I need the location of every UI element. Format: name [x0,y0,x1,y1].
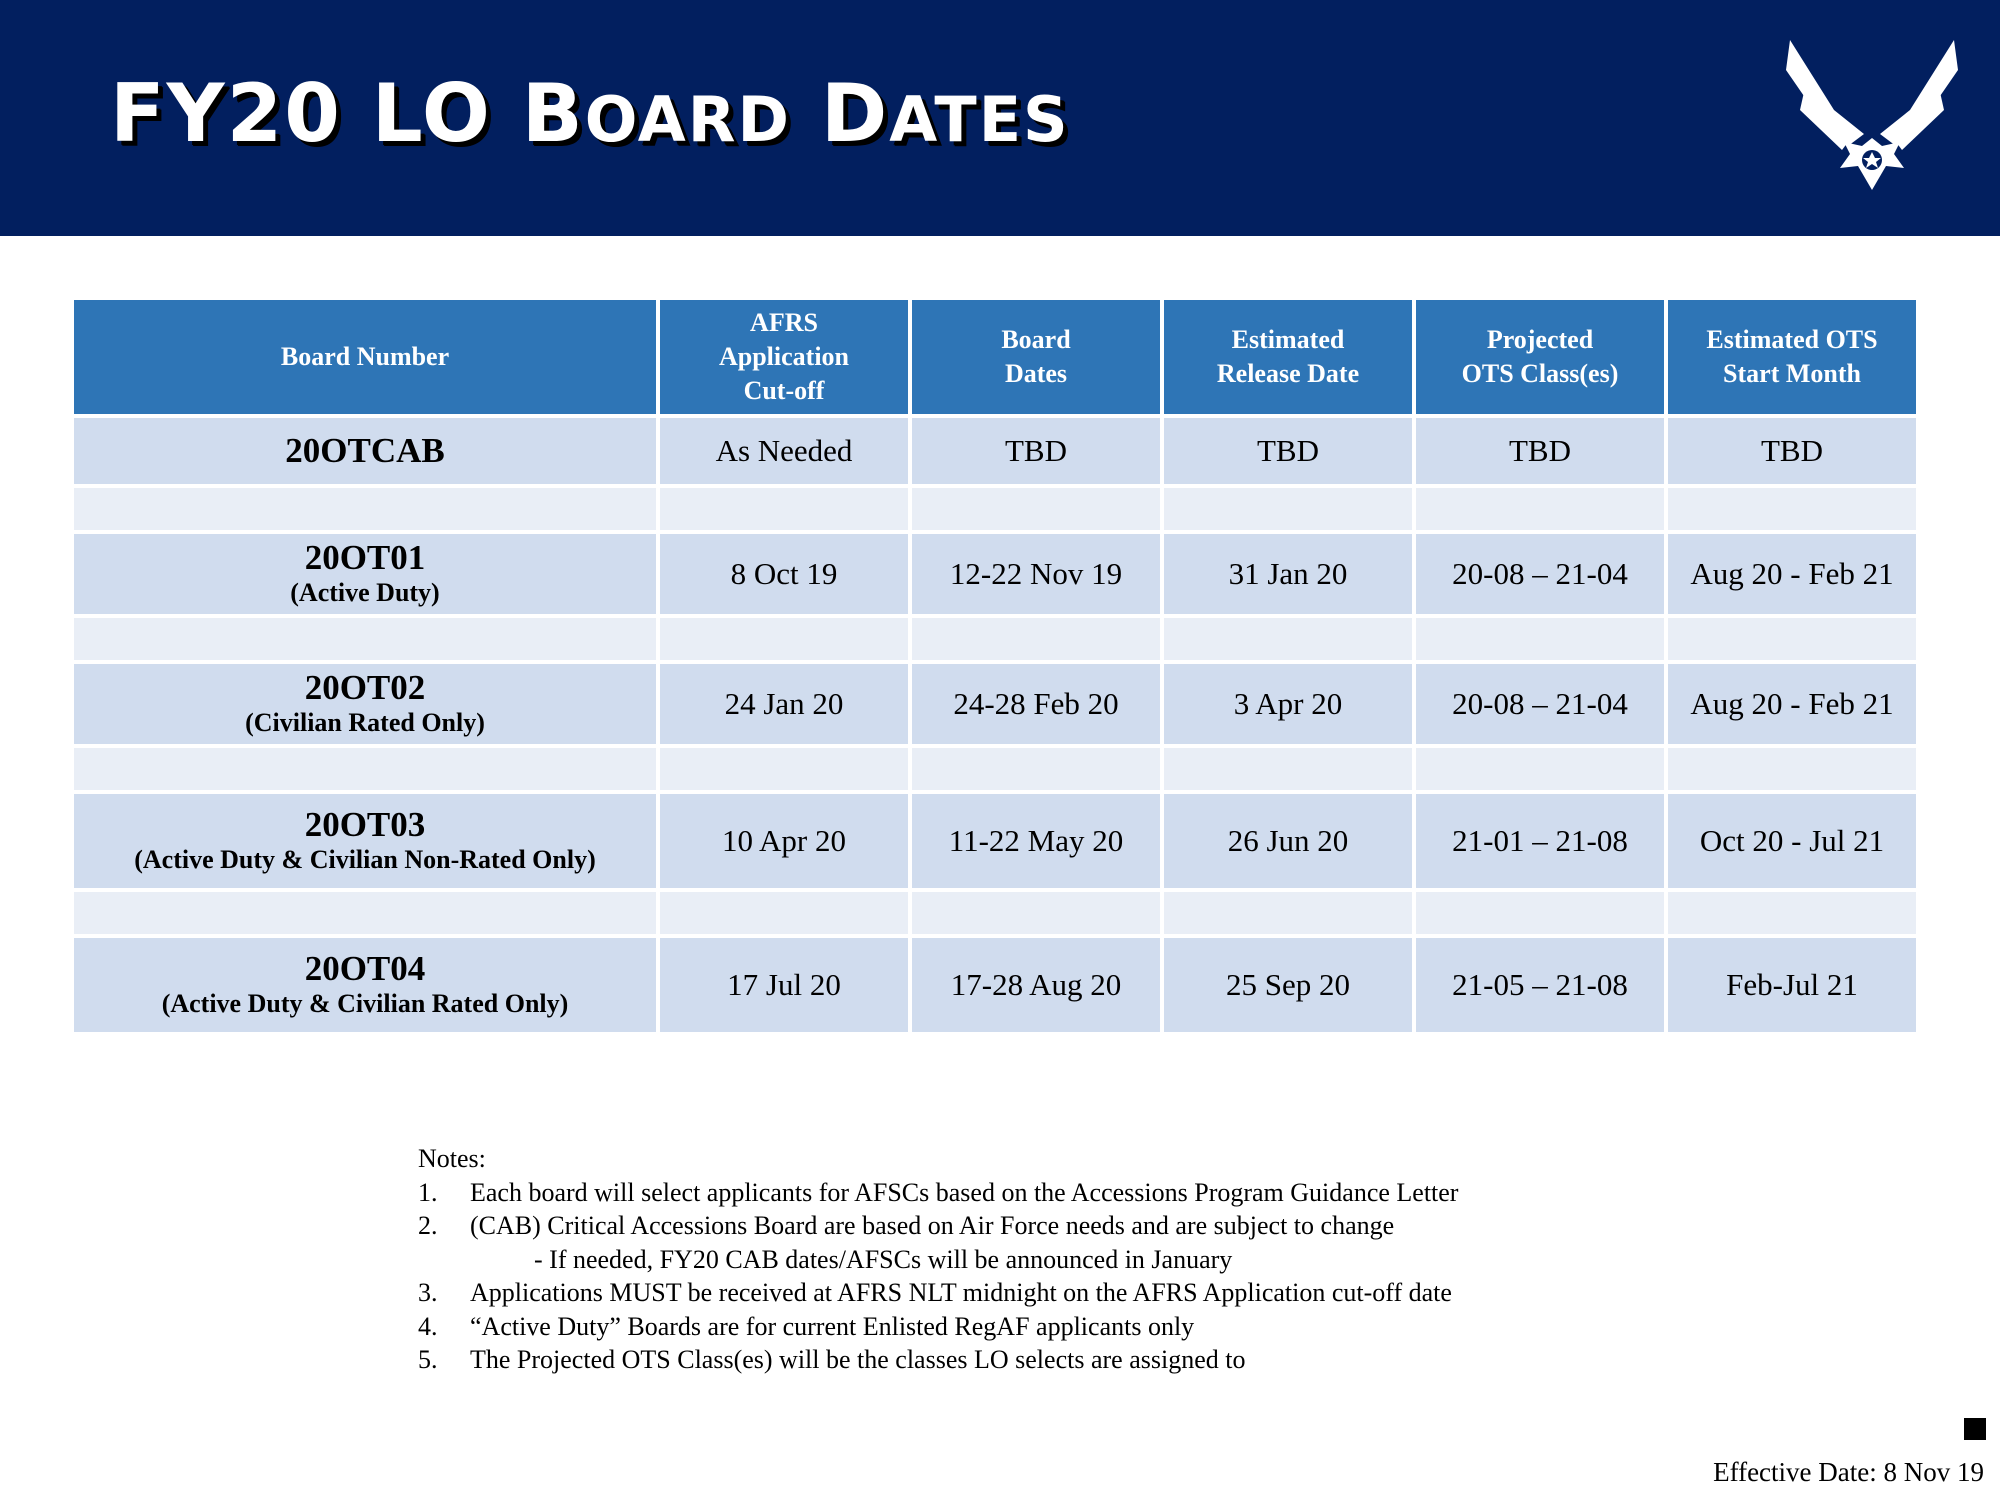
spacer-row [74,618,1916,660]
board-dates-cell: 11-22 May 20 [912,794,1160,888]
note-item: 5. The Projected OTS Class(es) will be the classes LO selects are assigned to [418,1345,1246,1374]
ots-classes-cell: TBD [1416,418,1664,484]
table-row [74,534,1916,614]
ots-start-cell: TBD [1668,418,1916,484]
cutoff-cell: 8 Oct 19 [660,534,908,614]
note-item: 4. “Active Duty” Boards are for current Enlisted RegAF applicants only [418,1311,1195,1341]
column-header-afrs-cutoff: AFRS Application Cut-off [660,300,908,414]
note-item: 1. Each board will select applicants for AFSCs based on the Accessions Program Guidance Letter [418,1177,1459,1207]
release-date-cell: TBD [1164,418,1412,484]
ots-start-cell: Feb-Jul 21 [1668,938,1916,1032]
table-row [74,938,1916,1032]
ots-start-cell: Aug 20 - Feb 21 [1668,664,1916,744]
note-item: 3. Applications MUST be received at AFRS NLT midnight on the AFRS Application cut-off date [418,1278,1452,1307]
board-number-cell: 20OT01 (Active Duty) [74,534,656,614]
table-row [74,794,1916,888]
ots-classes-cell: 20-08 – 21-04 [1416,534,1664,614]
notes-heading: Notes: [418,1144,486,1173]
board-dates-cell: 17-28 Aug 20 [912,938,1160,1032]
column-header-release-date: Estimated Release Date [1164,300,1412,414]
release-date-cell: 3 Apr 20 [1164,664,1412,744]
cutoff-cell: 24 Jan 20 [660,664,908,744]
spacer-row [74,892,1916,934]
column-header-board-number: Board Number [74,300,656,414]
release-date-cell: 26 Jun 20 [1164,794,1412,888]
column-header-ots-start: Estimated OTS Start Month [1668,300,1916,414]
board-dates-table [70,296,1920,1036]
board-dates-cell: 12-22 Nov 19 [912,534,1160,614]
title-banner [0,0,2000,236]
cutoff-cell: 10 Apr 20 [660,794,908,888]
notes-section [418,1142,1618,1377]
note-item: 2. (CAB) Critical Accessions Board are based on Air Force needs and are subject to change [418,1211,1395,1240]
board-number-cell: 20OT02 (Civilian Rated Only) [74,664,656,744]
board-dates-cell: 24-28 Feb 20 [912,664,1160,744]
table-header-row [74,300,1916,414]
ots-start-cell: Oct 20 - Jul 21 [1668,794,1916,888]
cutoff-cell: 17 Jul 20 [660,938,908,1032]
board-number-cell: 20OT03 (Active Duty & Civilian Non-Rated Only) [74,794,656,888]
cutoff-cell: As Needed [660,418,908,484]
table-row [74,664,1916,744]
note-subitem: - If needed, FY20 CAB dates/AFSCs will be announced in January [534,1244,1233,1274]
board-number-cell: 20OTCAB [74,418,656,484]
board-number-cell: 20OT04 (Active Duty & Civilian Rated Only) [74,938,656,1032]
air-force-wings-icon [1782,30,1962,200]
board-dates-cell: TBD [912,418,1160,484]
ots-classes-cell: 21-01 – 21-08 [1416,794,1664,888]
ots-classes-cell: 20-08 – 21-04 [1416,664,1664,744]
spacer-row [74,748,1916,790]
spacer-row [74,488,1916,530]
black-square-marker [1964,1418,1986,1440]
table-row [74,418,1916,484]
ots-classes-cell: 21-05 – 21-08 [1416,938,1664,1032]
column-header-ots-classes: Projected OTS Class(es) [1416,300,1664,414]
release-date-cell: 25 Sep 20 [1164,938,1412,1032]
page-title: FY20 LO BOARD DATES [110,67,1070,160]
ots-start-cell: Aug 20 - Feb 21 [1668,534,1916,614]
release-date-cell: 31 Jan 20 [1164,534,1412,614]
column-header-board-dates: Board Dates [912,300,1160,414]
effective-date: Effective Date: 8 Nov 19 [1713,1457,1984,1487]
